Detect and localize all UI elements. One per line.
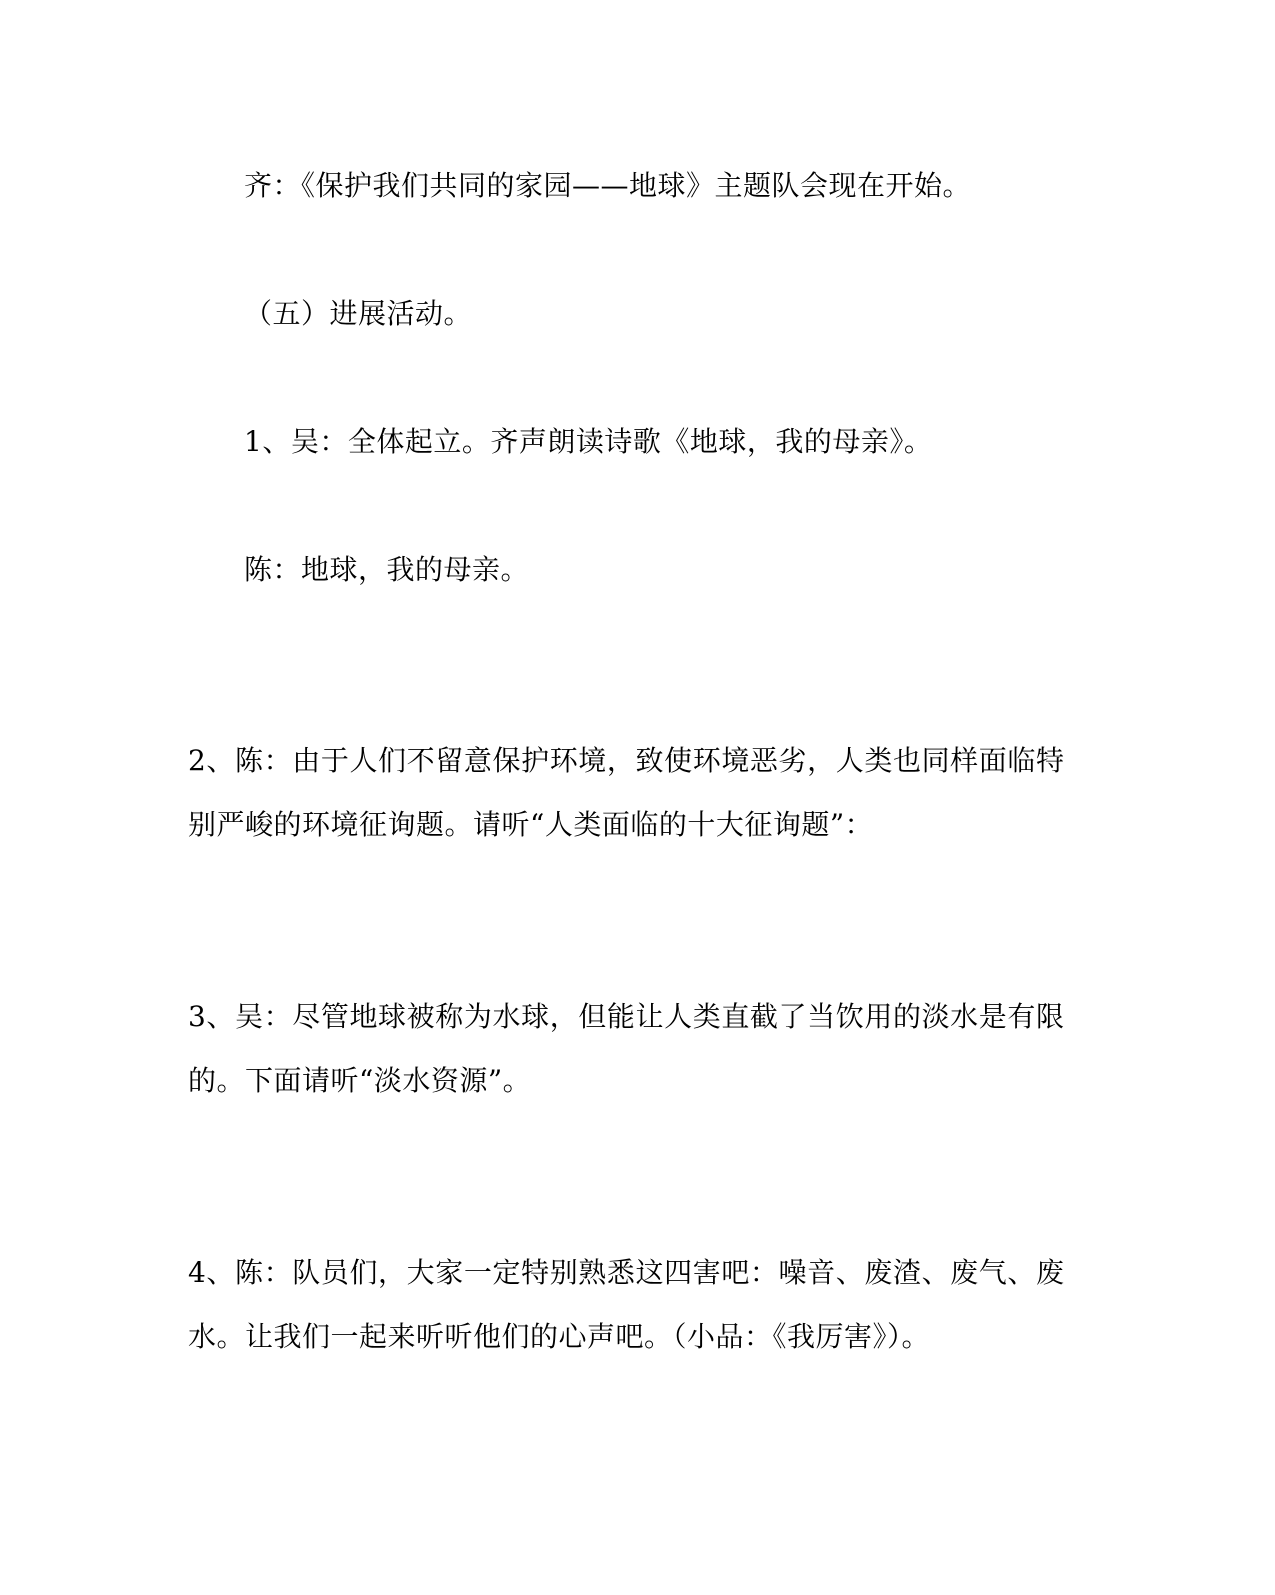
paragraph-item-3-line-1: 3、吴：尽管地球被称为水球，但能让人类直截了当饮用的淡水是有限 (188, 1000, 1064, 1033)
section-heading: （五）进展活动。 (244, 297, 473, 330)
paragraph-item-4-line-2: 水。让我们一起来听听他们的心声吧。（小品：《我厉害》）。 (188, 1320, 931, 1353)
paragraph-poem-line: 陈：地球，我的母亲。 (244, 553, 530, 586)
paragraph-item-2-line-1: 2、陈：由于人们不留意保护环境，致使环境恶劣，人类也同样面临特 (188, 744, 1064, 777)
paragraph-item-4-line-1: 4、陈：队员们，大家一定特别熟悉这四害吧：噪音、废渣、废气、废 (188, 1256, 1064, 1289)
paragraph-item-2-line-2: 别严峻的环境征询题。请听“人类面临的十大征询题”： (188, 808, 874, 841)
paragraph-opening: 齐：《保护我们共同的家园——地球》主题队会现在开始。 (244, 169, 972, 202)
paragraph-item-3-line-2: 的。下面请听“淡水资源”。 (188, 1064, 532, 1097)
paragraph-item-1: 1、吴：全体起立。齐声朗读诗歌《地球，我的母亲》。 (244, 425, 933, 458)
